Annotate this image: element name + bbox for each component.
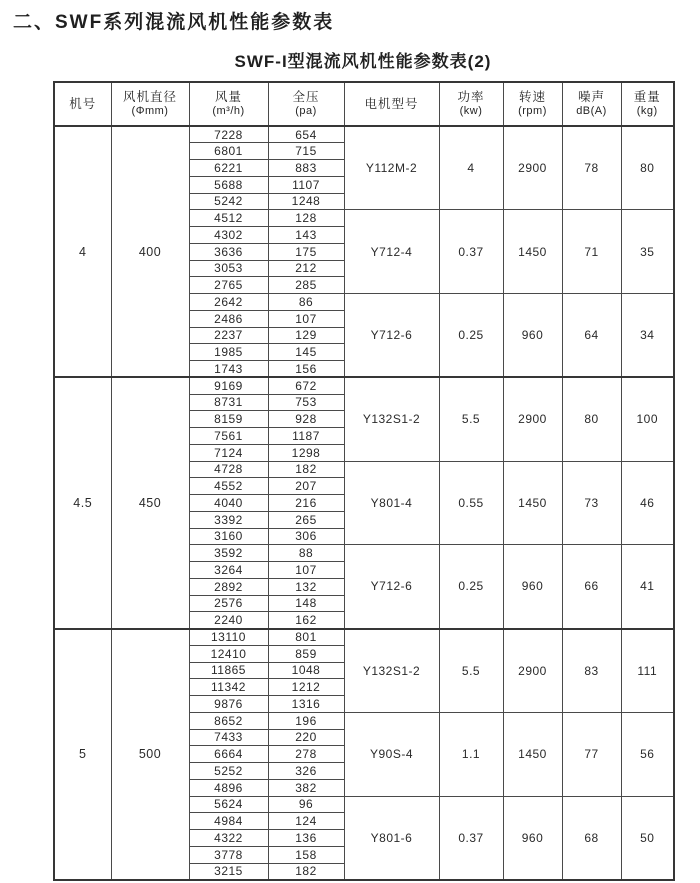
airflow-cell: 1985 (189, 344, 268, 361)
pressure-cell: 1187 (268, 428, 344, 445)
fan-table-body (54, 126, 674, 880)
pressure-cell: 88 (268, 545, 344, 562)
power-cell: 0.55 (439, 461, 503, 545)
column-header-speed (503, 82, 562, 126)
pressure-cell: 654 (268, 126, 344, 143)
airflow-cell: 5624 (189, 796, 268, 813)
noise-cell: 83 (562, 629, 621, 713)
airflow-cell: 3215 (189, 863, 268, 880)
airflow-cell: 4896 (189, 779, 268, 796)
pressure-cell: 382 (268, 779, 344, 796)
pressure-cell: 265 (268, 511, 344, 528)
table-title: SWF-I型混流风机性能参数表(2) (234, 52, 492, 71)
noise-cell: 71 (562, 210, 621, 294)
column-header-unit: (pa) (295, 105, 317, 117)
power-cell: 1.1 (439, 712, 503, 796)
airflow-cell: 1743 (189, 361, 268, 378)
weight-cell: 80 (621, 126, 674, 210)
airflow-cell: 13110 (189, 629, 268, 646)
column-header-unit: (kw) (459, 105, 483, 117)
airflow-cell: 3160 (189, 528, 268, 545)
pressure-cell: 883 (268, 160, 344, 177)
power-cell: 0.25 (439, 294, 503, 378)
speed-cell: 1450 (503, 210, 562, 294)
column-header-unit: (Φmm) (131, 105, 169, 117)
pressure-cell: 285 (268, 277, 344, 294)
weight-cell: 100 (621, 377, 674, 461)
pressure-cell: 207 (268, 478, 344, 495)
airflow-cell: 3392 (189, 511, 268, 528)
airflow-cell: 7561 (189, 428, 268, 445)
column-header-diameter (111, 82, 189, 126)
motor-model-cell: Y90S-4 (344, 712, 439, 796)
weight-cell: 111 (621, 629, 674, 713)
column-header-label: 电机型号 (364, 96, 419, 111)
pressure-cell: 220 (268, 729, 344, 746)
pressure-cell: 107 (268, 310, 344, 327)
airflow-cell: 4552 (189, 478, 268, 495)
pressure-cell: 136 (268, 830, 344, 847)
diameter-cell: 400 (111, 126, 189, 377)
column-header-power (439, 82, 503, 126)
speed-cell: 2900 (503, 377, 562, 461)
pressure-cell: 326 (268, 763, 344, 780)
column-header-label: 机号 (69, 96, 97, 111)
column-header-unit: dB(A) (576, 105, 607, 117)
weight-cell: 41 (621, 545, 674, 629)
table-header (54, 82, 674, 126)
pressure-cell: 162 (268, 612, 344, 629)
power-cell: 0.37 (439, 796, 503, 880)
page-title: 二、SWF系列混流风机性能参数表 (13, 12, 335, 33)
pressure-cell: 1107 (268, 176, 344, 193)
airflow-cell: 2576 (189, 595, 268, 612)
speed-cell: 960 (503, 796, 562, 880)
airflow-cell: 2237 (189, 327, 268, 344)
airflow-cell: 5252 (189, 763, 268, 780)
pressure-cell: 1298 (268, 444, 344, 461)
motor-model-cell: Y712-4 (344, 210, 439, 294)
motor-model-cell: Y712-6 (344, 294, 439, 378)
speed-cell: 2900 (503, 629, 562, 713)
airflow-cell: 12410 (189, 645, 268, 662)
weight-cell: 34 (621, 294, 674, 378)
table-row (54, 377, 674, 394)
speed-cell: 960 (503, 294, 562, 378)
airflow-cell: 3264 (189, 562, 268, 579)
noise-cell: 78 (562, 126, 621, 210)
pressure-cell: 86 (268, 294, 344, 311)
airflow-cell: 2642 (189, 294, 268, 311)
airflow-cell: 2240 (189, 612, 268, 629)
airflow-cell: 2486 (189, 310, 268, 327)
pressure-cell: 196 (268, 712, 344, 729)
diameter-cell: 500 (111, 629, 189, 880)
pressure-cell: 1316 (268, 696, 344, 713)
pressure-cell: 143 (268, 227, 344, 244)
weight-cell: 56 (621, 712, 674, 796)
column-header-label: 噪声 (577, 90, 605, 104)
pressure-cell: 148 (268, 595, 344, 612)
column-header-label: 重量 (633, 90, 661, 104)
weight-cell: 50 (621, 796, 674, 880)
noise-cell: 80 (562, 377, 621, 461)
motor-model-cell: Y801-6 (344, 796, 439, 880)
column-header-unit: (rpm) (518, 105, 547, 117)
column-header-pressure (268, 82, 344, 126)
column-header-label: 转速 (518, 90, 546, 104)
pressure-cell: 175 (268, 243, 344, 260)
pressure-cell: 216 (268, 495, 344, 512)
airflow-cell: 2765 (189, 277, 268, 294)
airflow-cell: 4040 (189, 495, 268, 512)
airflow-cell: 7228 (189, 126, 268, 143)
column-header-model-no (54, 82, 111, 126)
column-header-label: 全压 (292, 90, 320, 104)
airflow-cell: 4728 (189, 461, 268, 478)
motor-model-cell: Y801-4 (344, 461, 439, 545)
power-cell: 4 (439, 126, 503, 210)
column-header-label: 风量 (214, 90, 242, 104)
airflow-cell: 8731 (189, 394, 268, 411)
weight-cell: 35 (621, 210, 674, 294)
noise-cell: 64 (562, 294, 621, 378)
motor-model-cell: Y712-6 (344, 545, 439, 629)
speed-cell: 1450 (503, 461, 562, 545)
weight-cell: 46 (621, 461, 674, 545)
airflow-cell: 6801 (189, 143, 268, 160)
airflow-cell: 6221 (189, 160, 268, 177)
airflow-cell: 4302 (189, 227, 268, 244)
airflow-cell: 11342 (189, 679, 268, 696)
airflow-cell: 7433 (189, 729, 268, 746)
column-header-unit: (m³/h) (212, 105, 245, 117)
airflow-cell: 11865 (189, 662, 268, 679)
noise-cell: 66 (562, 545, 621, 629)
noise-cell: 73 (562, 461, 621, 545)
column-header-noise (562, 82, 621, 126)
column-header-airflow (189, 82, 268, 126)
pressure-cell: 928 (268, 411, 344, 428)
pressure-cell: 278 (268, 746, 344, 763)
airflow-cell: 2892 (189, 578, 268, 595)
header-row (54, 82, 674, 126)
model-no-cell: 4 (54, 126, 111, 377)
pressure-cell: 1248 (268, 193, 344, 210)
pressure-cell: 128 (268, 210, 344, 227)
pressure-cell: 182 (268, 461, 344, 478)
power-cell: 5.5 (439, 629, 503, 713)
pressure-cell: 96 (268, 796, 344, 813)
airflow-cell: 3592 (189, 545, 268, 562)
pressure-cell: 156 (268, 361, 344, 378)
fan-performance-table (53, 81, 675, 881)
airflow-cell: 7124 (189, 444, 268, 461)
pressure-cell: 182 (268, 863, 344, 880)
pressure-cell: 124 (268, 813, 344, 830)
pressure-cell: 672 (268, 377, 344, 394)
pressure-cell: 306 (268, 528, 344, 545)
model-no-cell: 5 (54, 629, 111, 880)
speed-cell: 960 (503, 545, 562, 629)
airflow-cell: 6664 (189, 746, 268, 763)
motor-model-cell: Y132S1-2 (344, 629, 439, 713)
noise-cell: 68 (562, 796, 621, 880)
column-header-unit: (kg) (636, 105, 658, 117)
column-header-label: 功率 (457, 90, 485, 104)
pressure-cell: 158 (268, 846, 344, 863)
airflow-cell: 9876 (189, 696, 268, 713)
model-no-cell: 4.5 (54, 377, 111, 628)
airflow-cell: 5242 (189, 193, 268, 210)
column-header-motor-model (344, 82, 439, 126)
pressure-cell: 107 (268, 562, 344, 579)
airflow-cell: 4512 (189, 210, 268, 227)
speed-cell: 2900 (503, 126, 562, 210)
pressure-cell: 212 (268, 260, 344, 277)
motor-model-cell: Y112M-2 (344, 126, 439, 210)
pressure-cell: 801 (268, 629, 344, 646)
motor-model-cell: Y132S1-2 (344, 377, 439, 461)
airflow-cell: 3636 (189, 243, 268, 260)
column-header-weight (621, 82, 674, 126)
power-cell: 0.37 (439, 210, 503, 294)
pressure-cell: 753 (268, 394, 344, 411)
noise-cell: 77 (562, 712, 621, 796)
airflow-cell: 8652 (189, 712, 268, 729)
power-cell: 0.25 (439, 545, 503, 629)
pressure-cell: 129 (268, 327, 344, 344)
airflow-cell: 8159 (189, 411, 268, 428)
airflow-cell: 4322 (189, 830, 268, 847)
airflow-cell: 5688 (189, 176, 268, 193)
pressure-cell: 1212 (268, 679, 344, 696)
airflow-cell: 3053 (189, 260, 268, 277)
table-row (54, 126, 674, 143)
table-row (54, 629, 674, 646)
power-cell: 5.5 (439, 377, 503, 461)
column-header-label: 风机直径 (122, 90, 177, 104)
airflow-cell: 3778 (189, 846, 268, 863)
pressure-cell: 145 (268, 344, 344, 361)
pressure-cell: 859 (268, 645, 344, 662)
airflow-cell: 4984 (189, 813, 268, 830)
diameter-cell: 450 (111, 377, 189, 628)
pressure-cell: 1048 (268, 662, 344, 679)
pressure-cell: 715 (268, 143, 344, 160)
pressure-cell: 132 (268, 578, 344, 595)
speed-cell: 1450 (503, 712, 562, 796)
airflow-cell: 9169 (189, 377, 268, 394)
